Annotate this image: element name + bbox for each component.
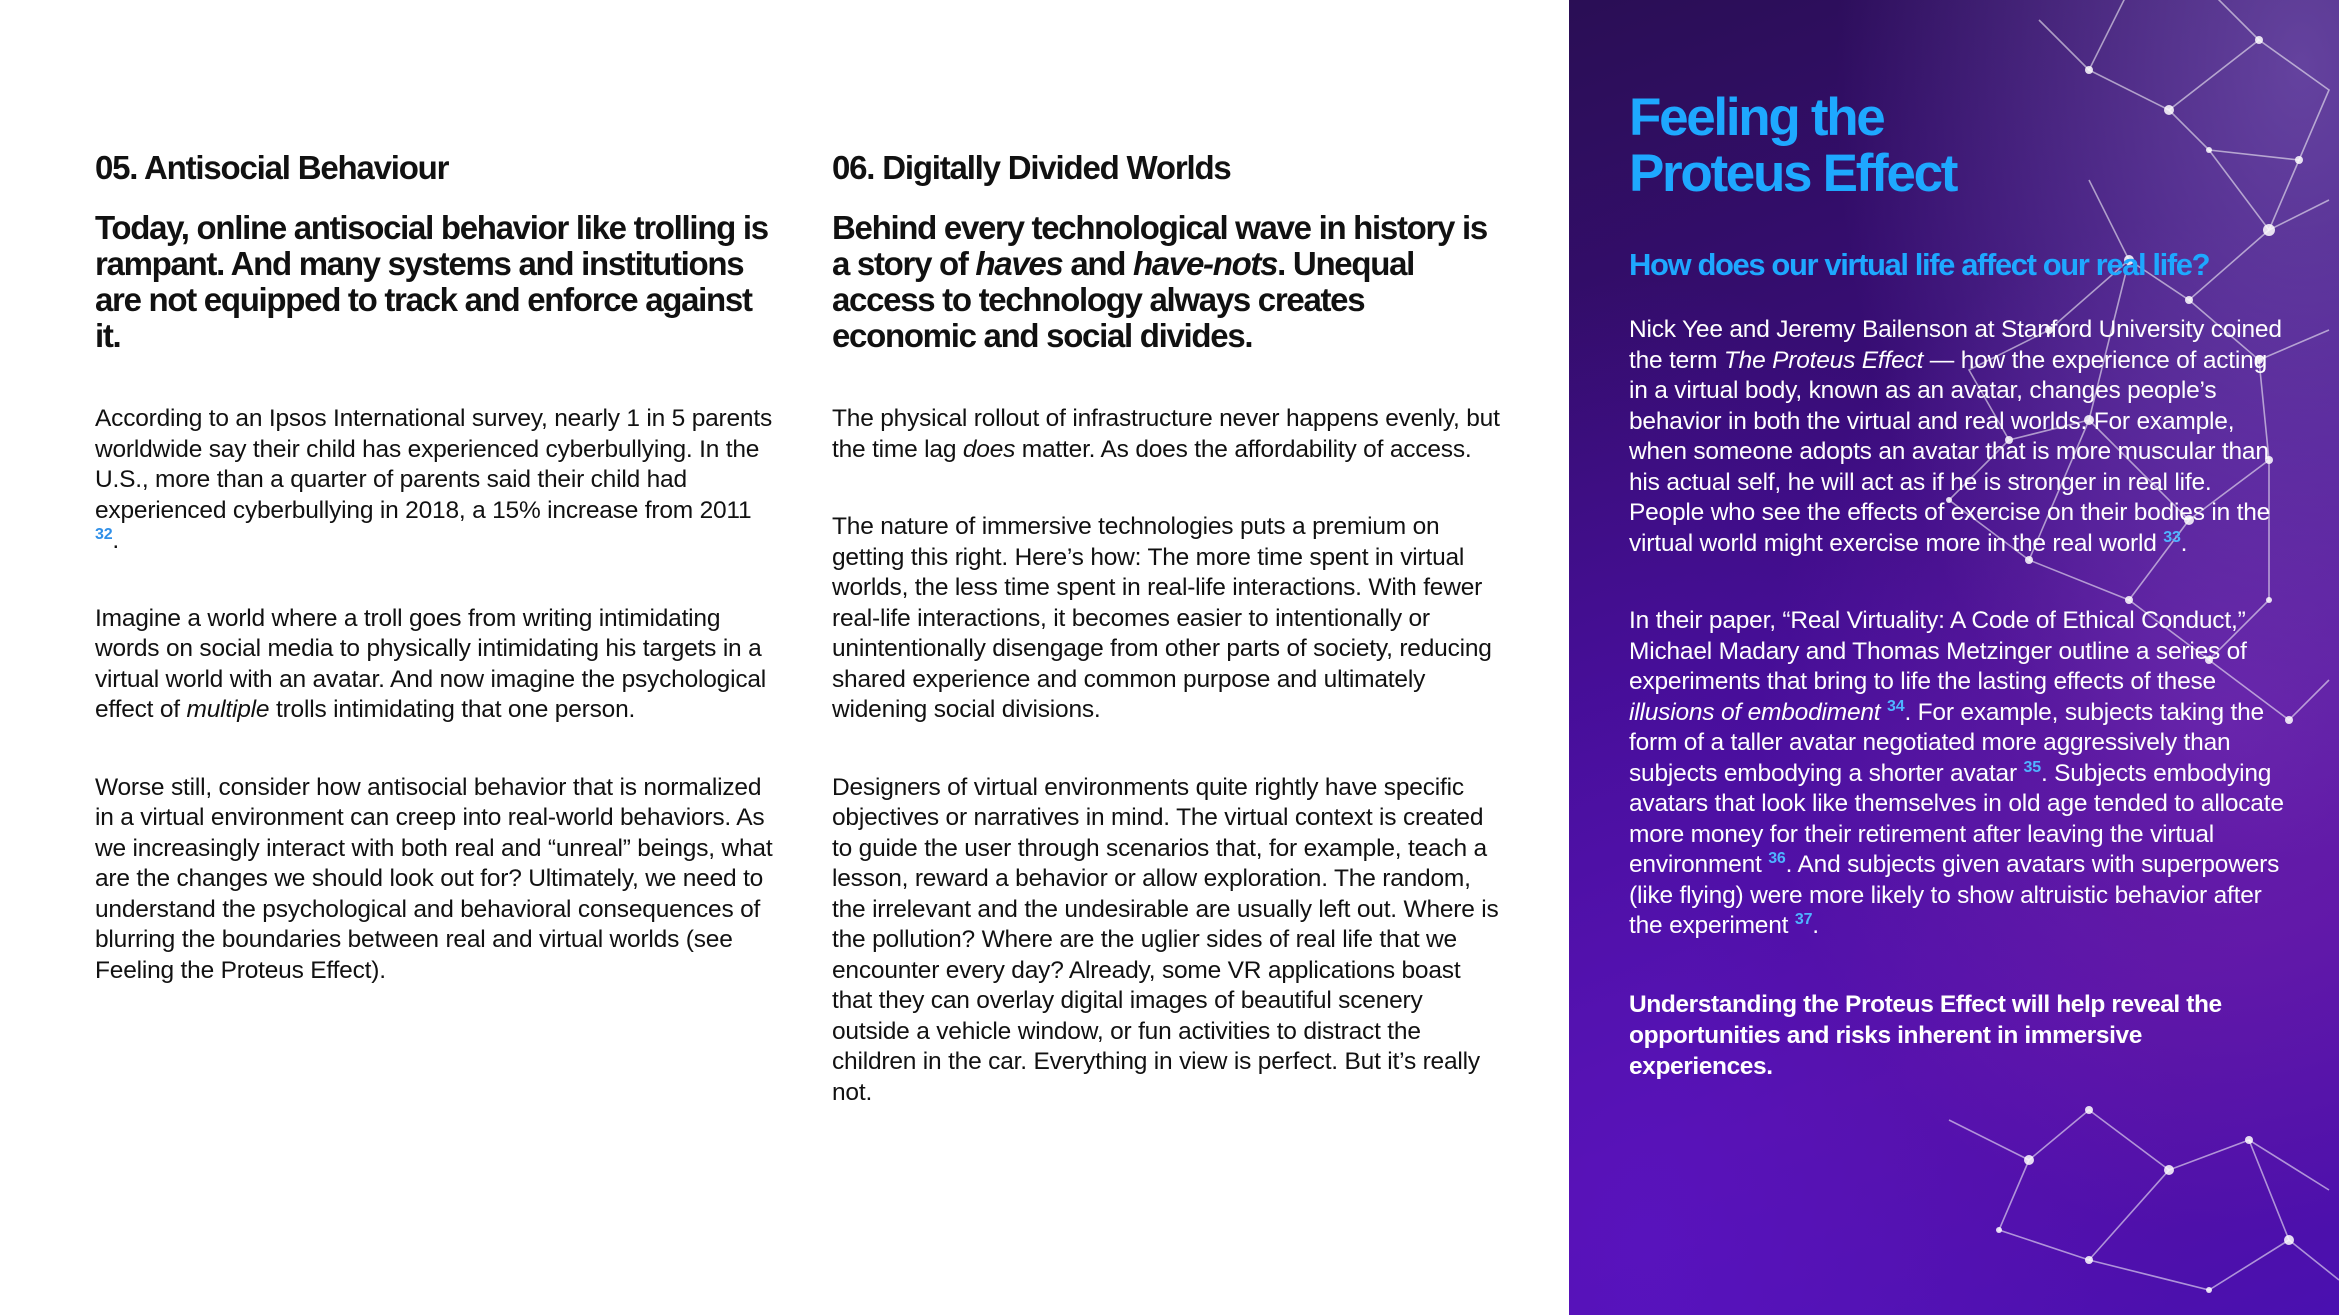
sidebar-title: Feeling the Proteus Effect xyxy=(1629,88,1957,203)
section-05-paragraph-2: Imagine a world where a troll goes from writing intimidating words on social media to physically intimidating his targets in a virtual world with an avatar. And now imagine the psychological effect of multiple trolls intimidating that one person. xyxy=(95,604,767,724)
proteus-effect-sidebar xyxy=(1569,0,2339,1315)
section-05-lead: Today, online antisocial behavior like trolling is rampant. And many systems and institutions are not equipped to track and enforce against it. xyxy=(95,209,768,355)
section-06-paragraph-2: The nature of immersive technologies puts a premium on getting this right. Here’s how: The more time spent in virtual worlds, the less time spent in real-life interactions. With fewer real-life interactions, it becomes easier to intentionally or unintentionally disengage from other parts of society, reducing shared experience and common purpose and ultimately widening social divisions. xyxy=(832,513,1492,724)
section-05-paragraph-3: Worse still, consider how antisocial behavior that is normalized in a virtual environment can creep into real-world behaviors. As we increasingly interact with both real and “unreal” beings, what are the changes we should look out for? Ultimately, we need to understand the psychological and behavioral consequences of blurring the boundaries between real and virtual worlds (see Feeling the Proteus Effect). xyxy=(95,773,773,984)
section-06-title: 06. Digitally Divided Worlds xyxy=(832,149,1231,186)
footnote-ref-33[interactable]: 33 xyxy=(2163,528,2181,546)
sidebar-paragraph-2: In their paper, “Real Virtuality: A Code of Ethical Conduct,” Michael Madary and Thomas Metzinger outline a series of experiments that bring to life the lasting effects of these illusions of embodiment $^{34}$. For example, subjects taking the form of a taller avatar negotiated more aggressively than subjects embodying a shorter avatar $^{35}$. Subjects embodying avatars that look like themselves in old age tended to allocate more money for their retirement after leaving the virtual environment $^{36}$. And subjects given avatars with superpowers (like flying) were more likely to show altruistic behavior after the experiment $^{37}$. xyxy=(1629,607,2284,939)
sidebar-subtitle: How does our virtual life affect our real life? xyxy=(1629,247,2210,282)
section-digitally-divided-worlds xyxy=(832,150,1502,1155)
section-06-paragraph-3: Designers of virtual environments quite rightly have specific objectives or narratives in mind. The virtual context is created to guide the user through scenarios that, for example, teach a lesson, reward a behavior or allow exploration. The random, the irrelevant and the undesirable are usually left out. Where is the pollution? Where are the uglier sides of real life that we encounter every day? Already, some VR applications boast that they can overlay digital images of beautiful scenery outside a vehicle window, or fun activities to distract the children in the car. Everything in view is perfect. But it’s really not. xyxy=(832,773,1499,1106)
section-05-paragraph-1: According to an Ipsos International survey, nearly 1 in 5 parents worldwide say their child has experienced cyberbullying. In the U.S., more than a quarter of parents said their child had experienced cyberbullying in 2018, a 15% increase from 2011 $^{32}$. xyxy=(95,405,773,555)
footnote-ref-36[interactable]: 36 xyxy=(1768,850,1786,867)
section-06-paragraph-1: The physical rollout of infrastructure never happens evenly, but the time lag does matter. As does the affordability of access. xyxy=(832,405,1500,463)
section-06-lead: Behind every technological wave in history is a story of haves and have-nots. Unequal access to technology always creates economic and social divides. xyxy=(832,209,1487,355)
section-05-title: 05. Antisocial Behaviour xyxy=(95,149,449,186)
footnote-ref-37[interactable]: 37 xyxy=(1794,911,1813,928)
footnote-ref-35[interactable]: 35 xyxy=(2023,758,2041,776)
sidebar-closing-statement: Understanding the Proteus Effect will help reveal the opportunities and risks inherent in immersive experiences. xyxy=(1629,990,2222,1080)
footnote-ref-32[interactable]: 32 xyxy=(95,526,113,544)
section-antisocial-behaviour xyxy=(95,150,775,1033)
sidebar-content xyxy=(1629,90,2289,1082)
footnote-ref-34[interactable]: 34 xyxy=(1887,697,1905,715)
sidebar-paragraph-1: Nick Yee and Jeremy Bailenson at Stanford University coined the term The Proteus Effect — how the experience of acting in a virtual body, known as an avatar, changes people’s behavior in both the virtual and real worlds. For example, when someone adopts an avatar that is more muscular than his actual self, he will act as if he is stronger in real life. People who see the effects of exercise on their bodies in the virtual world might exercise more in the real world $^{33}$. xyxy=(1629,316,2282,557)
